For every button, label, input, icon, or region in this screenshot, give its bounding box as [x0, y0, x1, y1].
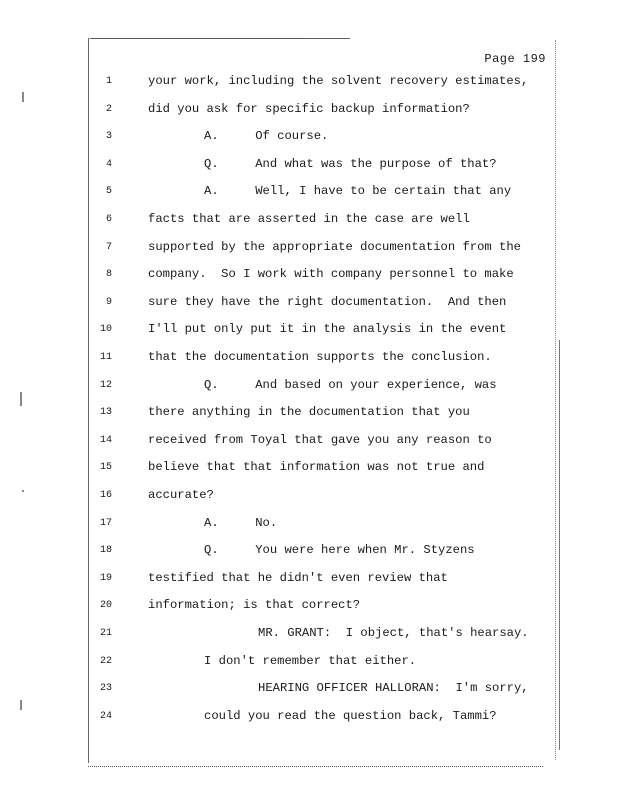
transcript-line — [96, 709, 556, 729]
transcript-line — [96, 184, 556, 204]
line-text: I don't remember that either. — [204, 653, 417, 668]
line-number: 5 — [105, 186, 112, 198]
transcript-line — [96, 157, 556, 177]
line-text: A. Well, I have to be certain that any — [204, 184, 512, 199]
frame-top-border-dotted — [305, 38, 350, 39]
line-number: 15 — [99, 462, 112, 474]
line-text: could you read the question back, Tammi? — [204, 708, 497, 723]
scan-speck — [22, 92, 24, 102]
scan-speck — [22, 490, 24, 492]
line-text: that the documentation supports the conclusion. — [148, 350, 492, 364]
transcript-line — [96, 681, 556, 701]
line-text: MR. GRANT: I object, that's hearsay. — [258, 626, 529, 640]
line-text: information; is that correct? — [148, 598, 361, 613]
line-number: 17 — [99, 517, 112, 529]
transcript-line — [96, 488, 556, 508]
line-text: accurate? — [148, 488, 214, 502]
line-number: 11 — [99, 352, 112, 363]
line-text: A. No. — [204, 515, 278, 530]
transcript-line — [96, 322, 556, 342]
line-number: 2 — [105, 103, 112, 115]
transcript-line — [96, 433, 556, 453]
transcript-line — [96, 102, 556, 122]
line-text: Q. And what was the purpose of that? — [204, 156, 497, 171]
line-number: 18 — [99, 545, 112, 557]
transcript-line — [96, 240, 556, 260]
line-text: Q. And based on your experience, was — [204, 377, 497, 392]
line-number: 22 — [99, 655, 112, 667]
line-text: A. Of course. — [204, 129, 329, 144]
frame-right-border-inner — [559, 340, 560, 750]
line-number: 9 — [105, 296, 112, 308]
frame-bottom-border — [88, 766, 543, 767]
line-number: 13 — [99, 407, 112, 419]
line-text: there anything in the documentation that you — [148, 405, 470, 420]
line-number: 19 — [99, 572, 112, 584]
transcript-line — [96, 571, 556, 591]
line-number: 14 — [99, 434, 112, 446]
line-text: company. So I work with company personnel to make — [148, 267, 514, 282]
line-text: Q. You were here when Mr. Styzens — [204, 543, 475, 558]
line-number: 16 — [99, 490, 112, 501]
line-text: did you ask for specific backup information? — [148, 101, 470, 116]
line-number: 4 — [105, 158, 112, 170]
transcript-line — [96, 74, 556, 94]
frame-left-border — [88, 38, 89, 763]
transcript-line — [96, 350, 556, 370]
transcript-line — [96, 626, 556, 646]
line-text: sure they have the right documentation. And then — [148, 294, 507, 309]
transcript-line — [96, 598, 556, 618]
line-text: your work, including the solvent recovery estimates, — [148, 74, 529, 88]
transcript-line — [96, 460, 556, 480]
scan-speck — [20, 700, 22, 710]
line-text: supported by the appropriate documentation from the — [148, 239, 521, 254]
line-number: 7 — [105, 241, 112, 253]
line-number: 12 — [99, 379, 112, 391]
line-number: 3 — [105, 131, 112, 143]
line-number: 24 — [99, 710, 112, 722]
line-number: 21 — [99, 628, 112, 639]
line-number: 23 — [99, 683, 112, 695]
line-number: 20 — [99, 600, 112, 612]
transcript-line — [96, 543, 556, 563]
page-header: Page 199 — [484, 52, 546, 66]
line-text: testified that he didn't even review that — [148, 570, 448, 585]
line-text: I'll put only put it in the analysis in the event — [148, 322, 507, 337]
line-text: received from Toyal that gave you any reason to — [148, 432, 492, 447]
line-number: 1 — [105, 76, 112, 87]
line-number: 8 — [105, 269, 112, 281]
line-number: 10 — [99, 324, 112, 336]
scan-speck — [20, 392, 22, 406]
line-text: facts that are asserted in the case are well — [148, 212, 470, 226]
line-number: 6 — [105, 214, 112, 225]
transcript-line — [96, 516, 556, 536]
transcript-line — [96, 378, 556, 398]
transcript-line — [96, 405, 556, 425]
transcript-line — [96, 654, 556, 674]
transcript-line — [96, 295, 556, 315]
transcript-line — [96, 129, 556, 149]
line-text: HEARING OFFICER HALLORAN: I'm sorry, — [258, 681, 529, 696]
line-text: believe that that information was not true and — [148, 460, 485, 475]
transcript-line — [96, 212, 556, 232]
transcript-line — [96, 267, 556, 287]
